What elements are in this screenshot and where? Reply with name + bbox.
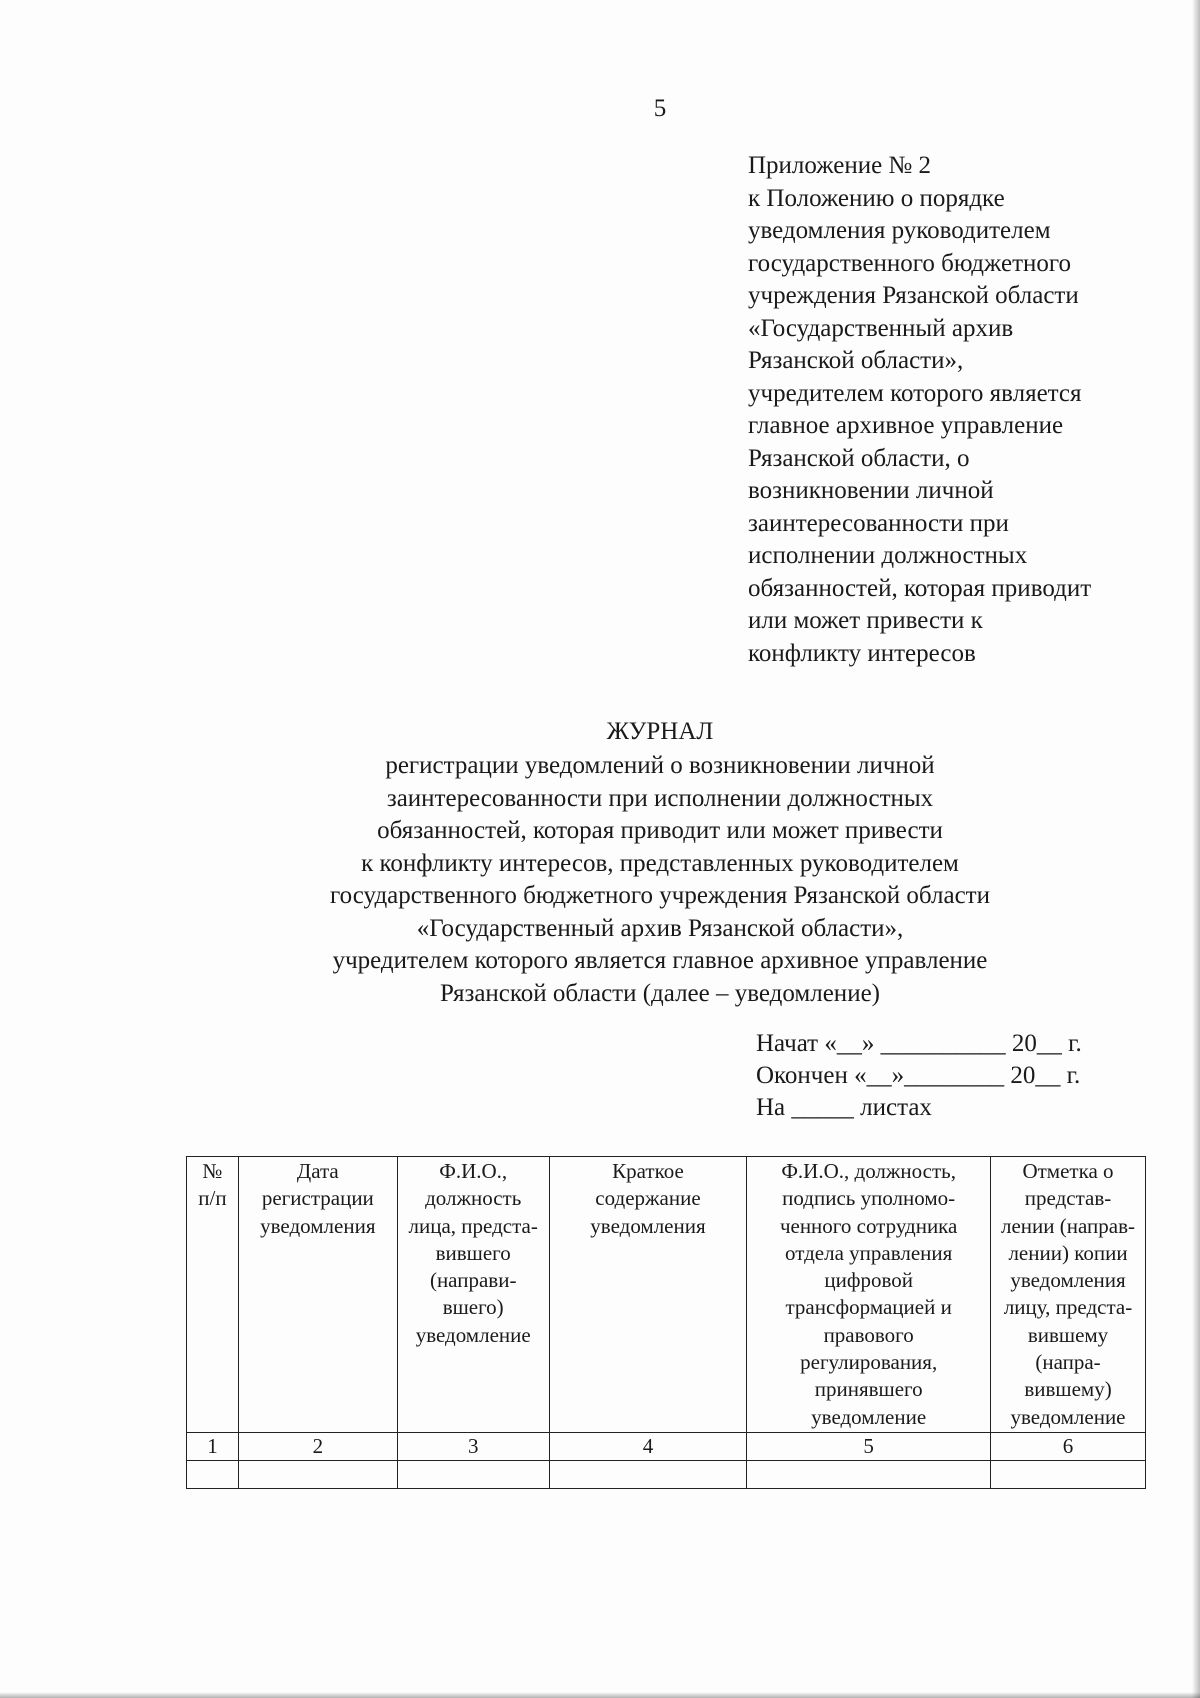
journal-subtitle-line: государственного бюджетного учреждения Рязанской области (330, 882, 990, 909)
appendix-line: учреждения Рязанской области (748, 282, 1079, 309)
appendix-line: к Положению о порядке (748, 184, 1005, 212)
table-cell (187, 1461, 239, 1489)
table-cell (991, 1461, 1146, 1489)
appendix-line: Рязанской области», (748, 347, 964, 374)
journal-subtitle-line: учредителем которого является главное архивное управление (332, 947, 988, 974)
journal-subtitle-line: к конфликту интересов, представленных руководителем (361, 849, 959, 877)
appendix-line: возникновении личной (748, 477, 994, 504)
journal-subtitle-line: регистрации уведомлений о возникновении личной (385, 752, 935, 779)
appendix-line: заинтересованности при (748, 509, 1009, 537)
column-number: 4 (549, 1432, 747, 1460)
appendix-note (748, 150, 1168, 670)
table-row (187, 1461, 1146, 1489)
journal-table (186, 1156, 1146, 1489)
header-summary: Краткое содержание уведомления (549, 1157, 747, 1433)
journal-subtitle-line: обязанностей, которая приводит или может привести (377, 817, 943, 844)
appendix-line: обязанностей, которая приводит (748, 574, 1092, 602)
header-copy-mark: Отметка о представ- лении (направ- лении) копии уведомления лицу, предста- вившему (напра- вившему) уведомление (991, 1157, 1146, 1433)
journal-meta (756, 1028, 1156, 1124)
table-cell (549, 1461, 747, 1489)
appendix-line: конфликту интересов (748, 639, 976, 667)
header-registration-date: Дата регистрации уведомления (238, 1157, 397, 1433)
sheets-count-field: На _____ листах (756, 1094, 932, 1121)
appendix-line: уведомления руководителем (748, 217, 1051, 244)
column-number-row (187, 1432, 1146, 1460)
journal-subtitle-line: Рязанской области (далее – уведомление) (440, 979, 880, 1007)
scan-bottom-shadow (0, 1692, 1200, 1698)
appendix-line: учредителем которого является (748, 379, 1082, 407)
appendix-line: государственного бюджетного (748, 249, 1071, 277)
journal-title: ЖУРНАЛ (606, 718, 714, 745)
appendix-line: исполнении должностных (748, 542, 1028, 569)
journal-subtitle (0, 750, 1200, 1010)
finished-date-field: Окончен «__»________ 20__ г. (756, 1062, 1081, 1089)
column-number: 6 (991, 1432, 1146, 1460)
table-cell (747, 1461, 991, 1489)
header-submitter: Ф.И.О., должность лица, предста- вившего (направи- вшего) уведомление (397, 1157, 549, 1433)
appendix-line: или может привести к (748, 607, 983, 634)
table-cell (238, 1461, 397, 1489)
header-receiver: Ф.И.О., должность, подпись уполномо- ченного сотрудника отдела управления цифровой трансформацией и правового регулирования, принявшего уведомление (747, 1157, 991, 1433)
column-number: 1 (187, 1432, 239, 1460)
table-header-row (187, 1157, 1146, 1433)
column-number: 5 (747, 1432, 991, 1460)
column-number: 2 (238, 1432, 397, 1460)
table-cell (397, 1461, 549, 1489)
page-number: 5 (653, 95, 667, 122)
journal-subtitle-line: «Государственный архив Рязанской области», (416, 914, 904, 942)
started-date-field: Начат «__» __________ 20__ г. (756, 1030, 1082, 1057)
header-number: № п/п (187, 1157, 239, 1433)
column-number: 3 (397, 1432, 549, 1460)
appendix-line: «Государственный архив (748, 314, 1014, 342)
appendix-line: Приложение № 2 (748, 152, 932, 179)
scan-edge-shadow (1192, 0, 1200, 1698)
appendix-line: Рязанской области, о (748, 444, 970, 472)
journal-subtitle-line: заинтересованности при исполнении должностных (386, 784, 934, 812)
appendix-line: главное архивное управление (748, 412, 1064, 439)
